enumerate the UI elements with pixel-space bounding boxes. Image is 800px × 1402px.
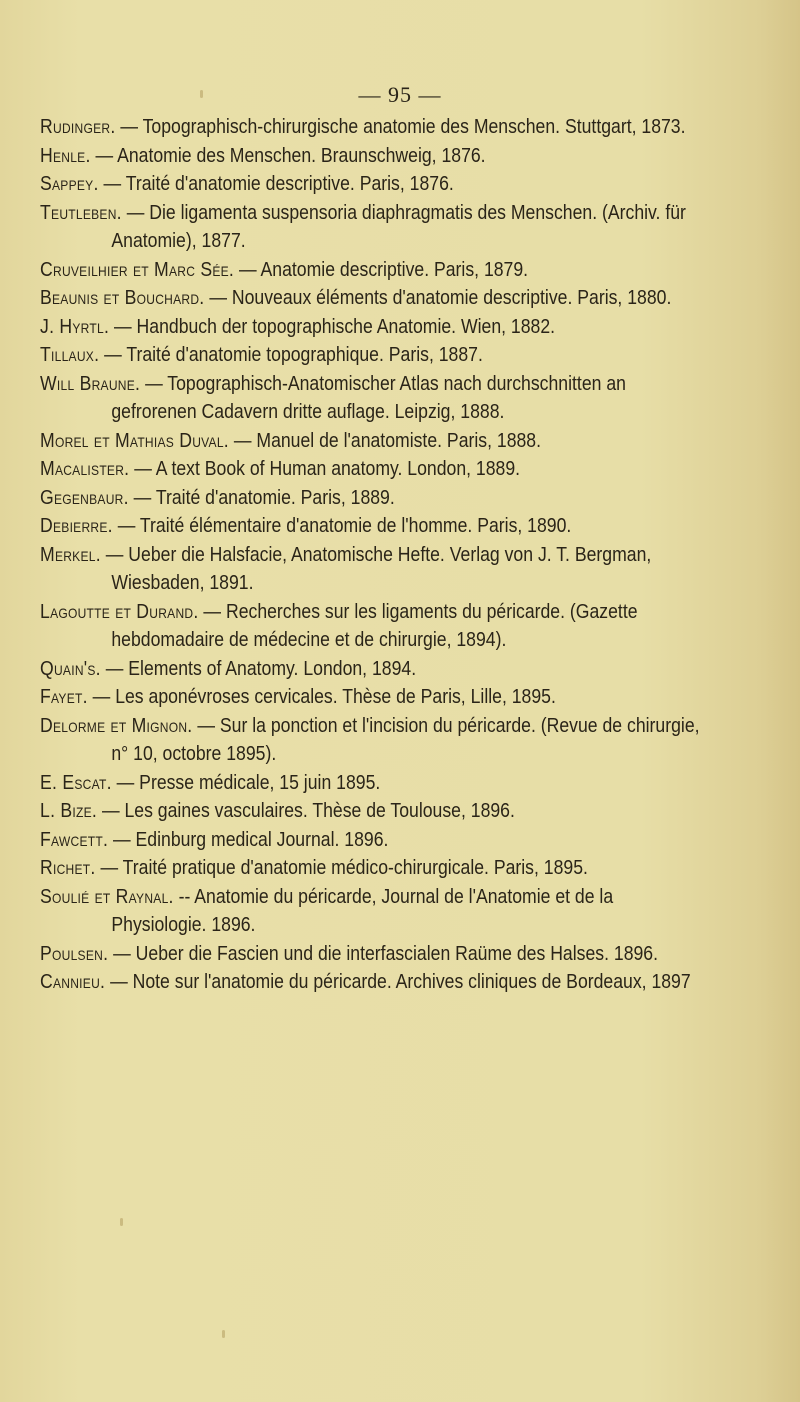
- bibliography-entry: [40, 113, 700, 142]
- entry-citation: — Anatomie des Menschen. Braunschweig, 1876.: [90, 143, 486, 167]
- bibliography-entry: [40, 940, 700, 969]
- entry-citation: — Les gaines vasculaires. Thèse de Toulouse, 1896.: [97, 799, 515, 822]
- bibliography-entry: [40, 968, 700, 997]
- entry-citation: — Recherches sur les ligaments du péricarde. (Gazette hebdomadaire de médecine et de chirurgie, 1894).: [111, 599, 638, 651]
- entry-author: Lagoutte et Durand.: [40, 599, 199, 623]
- bibliography-entry: [40, 455, 700, 484]
- bibliography-entry: [40, 484, 700, 513]
- entry-author: Tillaux.: [40, 343, 100, 366]
- entry-citation: — Topographisch-chirurgische anatomie des Menschen. Stuttgart, 1873.: [115, 115, 686, 138]
- entry-author: Fawcett.: [40, 827, 109, 851]
- entry-author: Gegenbaur.: [40, 485, 129, 509]
- bibliography-entry: [40, 769, 700, 798]
- entry-author: Merkel.: [40, 542, 101, 566]
- entry-author: Cannieu.: [40, 970, 106, 993]
- entry-author: Henle.: [40, 143, 91, 167]
- page-number: — 95 —: [358, 82, 442, 107]
- bibliography-entry: [40, 370, 700, 427]
- entry-author: Cruveilhier et Marc Sée.: [40, 257, 235, 281]
- bibliography-entry: [40, 341, 700, 370]
- entry-author: Teutleben.: [40, 200, 122, 224]
- entry-author: Richet.: [40, 856, 96, 879]
- entry-citation: — Topographisch-Anatomischer Atlas nach durchschnitten an gefrorenen Cadavern dritte auflage. Leipzig, 1888.: [111, 371, 626, 423]
- bibliography-entry: [40, 142, 700, 171]
- entry-author: Macalister.: [40, 457, 130, 480]
- bibliography-entry: [40, 170, 700, 199]
- entry-citation: — Sur la ponction et l'incision du péricarde. (Revue de chirurgie, n° 10, octobre 1895).: [111, 713, 700, 765]
- entry-author: Will Braune.: [40, 371, 141, 395]
- entry-author: Soulié et Raynal.: [40, 884, 174, 908]
- entry-citation: — Elements of Anatomy. London, 1894.: [100, 656, 417, 680]
- bibliography-entry: [40, 313, 700, 342]
- entry-citation: — Traité d'anatomie descriptive. Paris, 1876.: [98, 172, 454, 195]
- entry-author: Morel et Mathias Duval.: [40, 428, 229, 452]
- paper-speck: [200, 90, 203, 98]
- entry-citation: — Manuel de l'anatomiste. Paris, 1888.: [228, 428, 542, 452]
- entry-citation: — Edinburg medical Journal. 1896.: [108, 827, 389, 851]
- bibliography-entry: [40, 883, 700, 940]
- entry-author: Sappey.: [40, 172, 99, 195]
- entry-author: Rudinger.: [40, 115, 116, 138]
- entry-citation: — Handbuch der topographische Anatomie. Wien, 1882.: [109, 314, 556, 338]
- bibliography-entry: [40, 427, 700, 456]
- entry-citation: -- Anatomie du péricarde, Journal de l'Anatomie et de la Physiologie. 1896.: [111, 884, 614, 936]
- entry-citation: — Les aponévroses cervicales. Thèse de Paris, Lille, 1895.: [87, 685, 556, 708]
- paper-speck: [120, 1218, 123, 1226]
- entry-citation: — A text Book of Human anatomy. London, 1889.: [129, 457, 521, 480]
- entry-author: Beaunis et Bouchard.: [40, 286, 205, 309]
- entry-author: Delorme et Mignon.: [40, 713, 193, 737]
- bibliography-entry: [40, 854, 700, 883]
- entry-citation: — Nouveaux éléments d'anatomie descriptive. Paris, 1880.: [204, 286, 672, 309]
- entry-citation: — Traité élémentaire d'anatomie de l'homme. Paris, 1890.: [112, 514, 572, 537]
- bibliography-entry: [40, 655, 700, 684]
- entry-citation: — Die ligamenta suspensoria diaphragmatis des Menschen. (Archiv. für Anatomie), 1877.: [111, 200, 686, 252]
- bibliography-entry: [40, 541, 700, 598]
- entry-citation: — Traité d'anatomie. Paris, 1889.: [128, 485, 395, 509]
- entry-citation: — Presse médicale, 15 juin 1895.: [111, 770, 381, 794]
- entry-author: E. Escat.: [40, 770, 112, 794]
- bibliography-entry: [40, 598, 700, 655]
- entry-author: Poulsen.: [40, 941, 109, 965]
- entry-citation: — Anatomie descriptive. Paris, 1879.: [234, 257, 529, 281]
- entry-author: L. Bize.: [40, 799, 98, 822]
- entry-citation: — Ueber die Halsfacie, Anatomische Hefte. Verlag von J. T. Bergman, Wiesbaden, 1891.: [100, 542, 652, 594]
- entry-citation: — Ueber die Fascien und die interfascialen Raüme des Halses. 1896.: [108, 941, 659, 965]
- bibliography-entry: [40, 284, 700, 313]
- paper-speck: [222, 1330, 225, 1338]
- entry-author: J. Hyrtl.: [40, 314, 110, 338]
- bibliography-entry: [40, 797, 700, 826]
- entry-citation: — Traité d'anatomie topographique. Paris, 1887.: [99, 343, 483, 366]
- bibliography-entry: [40, 712, 700, 769]
- bibliography-entry: [40, 512, 700, 541]
- bibliography-entry: [40, 199, 700, 256]
- bibliography-entry: [40, 256, 700, 285]
- entry-author: Fayet.: [40, 685, 88, 708]
- bibliography-entry: [40, 683, 700, 712]
- bibliography-list: [40, 113, 700, 997]
- entry-citation: — Traité pratique d'anatomie médico-chirurgicale. Paris, 1895.: [95, 856, 588, 879]
- entry-author: Quain's.: [40, 656, 101, 680]
- entry-author: Debierre.: [40, 514, 113, 537]
- bibliography-entry: [40, 826, 700, 855]
- entry-citation: — Note sur l'anatomie du péricarde. Archives cliniques de Bordeaux, 1897: [105, 970, 691, 993]
